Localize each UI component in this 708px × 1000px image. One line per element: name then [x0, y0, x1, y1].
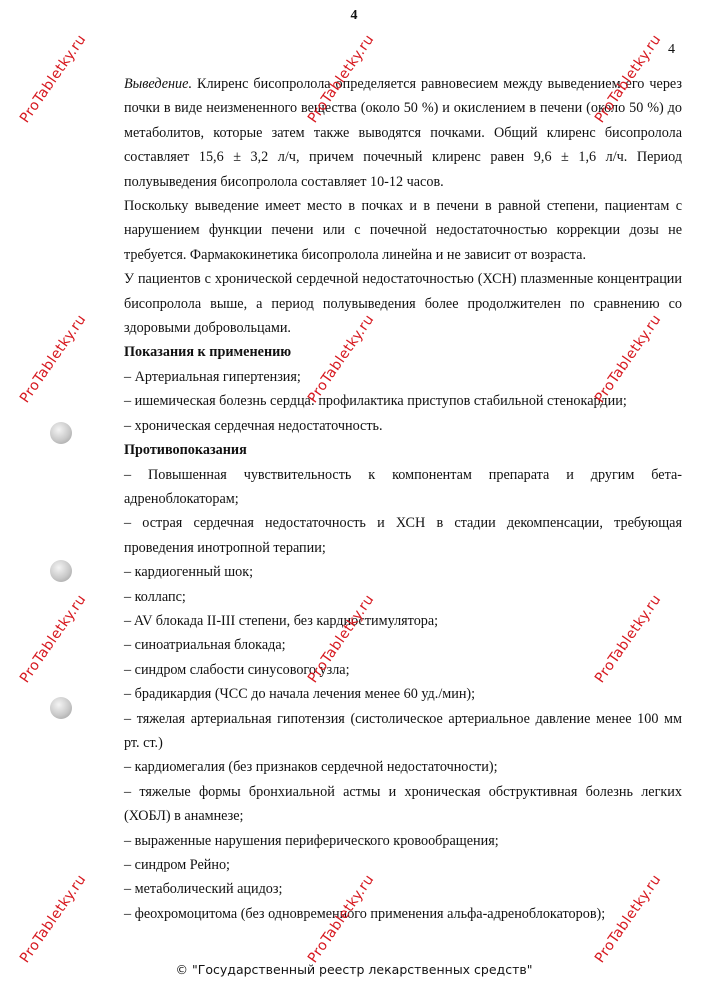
contraindication-item: – тяжелые формы бронхиальной астмы и хроническая обструктивная болезнь легких (ХОБЛ) в анамнезе; [124, 783, 682, 825]
contraindications-heading: Противопоказания [124, 442, 247, 459]
footer-copyright: © "Государственный реестр лекарственных средств" [175, 962, 533, 977]
page-number-top: 4 [350, 8, 358, 23]
watermark: ProTabletky.ru [591, 591, 665, 686]
indication-item: – хроническая сердечная недостаточность. [124, 417, 383, 434]
punch-hole [50, 697, 72, 719]
contraindication-item: – кардиогенный шок; [124, 564, 254, 581]
chf-paragraph: У пациентов с хронической сердечной недостаточностью (ХСН) плазменные концентрации бисопролола выше, а период полувыведения более продолжителен по сравнению со здоровыми добровольцами. [124, 271, 682, 337]
contraindication-item: – метаболический ацидоз; [124, 881, 283, 898]
punch-hole [50, 560, 72, 582]
watermark: ProTabletky.ru [16, 31, 90, 127]
contraindication-item: – коллапс; [124, 588, 186, 605]
contraindication-item: – острая сердечная недостаточность и ХСН в стадии декомпенсации, требующая проведения инотропной терапии; [124, 515, 682, 556]
watermark: ProTabletky.ru [16, 591, 90, 686]
contraindication-item: – брадикардия (ЧСС до начала лечения менее 60 уд./мин); [124, 686, 476, 703]
watermark: ProTabletky.ru [304, 591, 378, 686]
indication-item: – Артериальная гипертензия; [124, 368, 301, 385]
indication-item: – ишемическая болезнь сердца: профилактика приступов стабильной стенокардии; [124, 393, 627, 410]
watermark: ProTabletky.ru [591, 871, 665, 966]
contraindication-item: – Повышенная чувствительность к компонентам препарата и другим бета-адреноблокаторам; [124, 466, 682, 507]
excretion-label: Выведение. [124, 76, 193, 92]
indications-heading: Показания к применению [124, 344, 292, 361]
page-number-right: 4 [668, 42, 675, 57]
contraindication-item: – тяжелая артериальная гипотензия (систолическое артериальное давление менее 100 мм рт. ст.) [124, 710, 682, 751]
contraindication-item: – синоатриальная блокада; [124, 637, 286, 654]
contraindication-item: – синдром слабости синусового узла; [124, 661, 350, 678]
punch-hole [50, 422, 72, 444]
watermark: ProTabletky.ru [591, 31, 665, 127]
document-body [124, 72, 682, 926]
watermark: ProTabletky.ru [304, 311, 378, 406]
contraindication-item: – AV блокада II-III степени, без кардиостимулятора; [124, 612, 439, 629]
contraindication-item: – выраженные нарушения периферического кровообращения; [124, 832, 499, 849]
watermark: ProTabletky.ru [304, 31, 378, 127]
contraindication-item: – феохромоцитома (без одновременного применения альфа-адреноблокаторов); [124, 905, 606, 922]
watermark: ProTabletky.ru [304, 871, 378, 966]
contraindication-item: – кардиомегалия (без признаков сердечной недостаточности); [124, 759, 498, 776]
contraindication-item: – синдром Рейно; [124, 857, 231, 873]
watermark: ProTabletky.ru [591, 311, 665, 406]
excretion-paragraph [124, 72, 682, 194]
liver-kidney-paragraph: Поскольку выведение имеет место в почках и в печени в равной степени, пациентам с нарушением функции печени или с почечной недостаточностью коррекции дозы не требуется. Фармакокинетика бисопролола линейна и не зависит от возраста. [124, 198, 682, 263]
excretion-text: Клиренс бисопролола определяется равновесием между выведением его через почки в виде неизмененного вещества (около 50 %) и окислением в печени (около 50 %) до метаболитов, которые затем также выводятся почками. Общий клиренс бисопролола составляет 15,6 ± 3,2 л/ч, причем почечный клиренс равен 9,6 ± 1,6 л/ч. Период полувыведения бисопролола составляет 10-12 часов. [124, 76, 682, 190]
watermark: ProTabletky.ru [16, 311, 90, 406]
watermark: ProTabletky.ru [16, 871, 90, 966]
